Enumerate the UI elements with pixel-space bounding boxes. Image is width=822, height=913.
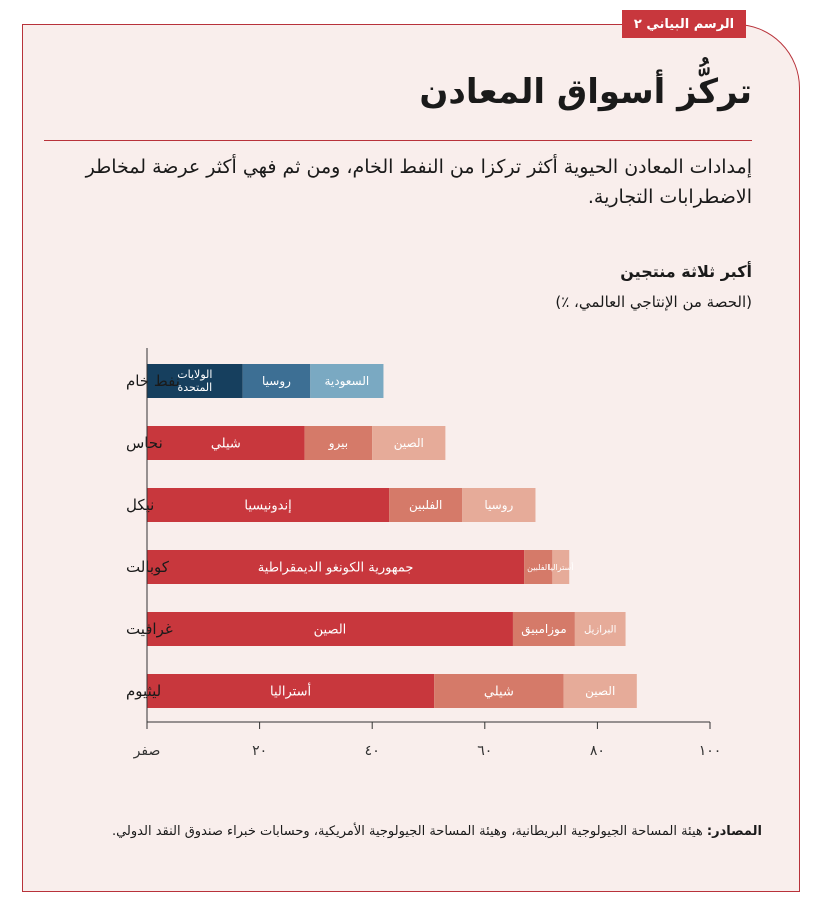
category-label: نيكل xyxy=(126,496,155,514)
x-tick-label: ٦٠ xyxy=(477,743,493,759)
segment-label: الولايات xyxy=(177,368,213,381)
sources-text: هيئة المساحة الجيولوجية البريطانية، وهيئة المساحة الجيولوجية الأمريكية، وحسابات خبراء صندوق النقد الدولي. xyxy=(111,824,703,839)
chart-subtitle: إمدادات المعادن الحيوية أكثر تركزا من النفط الخام، ومن ثم فهي أكثر عرضة لمخاطر الاضطرابات التجارية. xyxy=(85,156,752,208)
sources-note xyxy=(44,820,762,844)
segment-label: شيلي xyxy=(210,436,241,452)
segment-label: البرازيل xyxy=(584,624,617,636)
chart-title: أكبر ثلاثة منتجين xyxy=(620,262,752,281)
category-label: كوبالت xyxy=(126,558,169,576)
segment-label: روسيا xyxy=(262,374,291,389)
segment-label: روسيا xyxy=(484,498,514,513)
chart-units: (الحصة من الإنتاجي العالمي، ٪) xyxy=(555,293,752,311)
segment-label: بيرو xyxy=(328,436,349,451)
segment-label: السعودية xyxy=(324,374,370,389)
x-tick-label: ١٠٠ xyxy=(698,743,722,759)
segment-label: الفلبين xyxy=(408,498,443,513)
segment-label: المتحدة xyxy=(177,381,213,394)
segment-label: إندونيسيا xyxy=(244,498,292,514)
category-label: نحاس xyxy=(126,434,163,452)
category-label: ليثيوم xyxy=(126,682,162,700)
segment-label: الصين xyxy=(313,622,347,638)
category-label: غرافيت xyxy=(126,620,173,638)
x-tick-label: ٢٠ xyxy=(252,743,268,759)
segment-label: موزامبيق xyxy=(521,622,567,637)
x-tick-label: صفر xyxy=(133,743,161,759)
segment-label: أستراليا xyxy=(270,684,312,700)
chart-number-tag: الرسم البياني ٢ xyxy=(622,10,746,38)
segment-label: الفلبين xyxy=(527,562,550,572)
x-tick-label: ٤٠ xyxy=(364,743,380,759)
segment-label: شيلي xyxy=(483,684,514,700)
segment-label: جمهورية الكونغو الديمقراطية xyxy=(257,560,414,576)
x-tick-label: ٨٠ xyxy=(589,743,605,759)
chart-headline: تركُّز أسواق المعادن xyxy=(419,72,752,112)
sources-label: المصادر: xyxy=(706,824,762,839)
segment-label: الصين xyxy=(393,436,424,451)
segment-label: أستراليا xyxy=(548,562,574,572)
segment-label: الصين xyxy=(585,684,616,699)
category-label: نفط خام xyxy=(126,372,180,390)
